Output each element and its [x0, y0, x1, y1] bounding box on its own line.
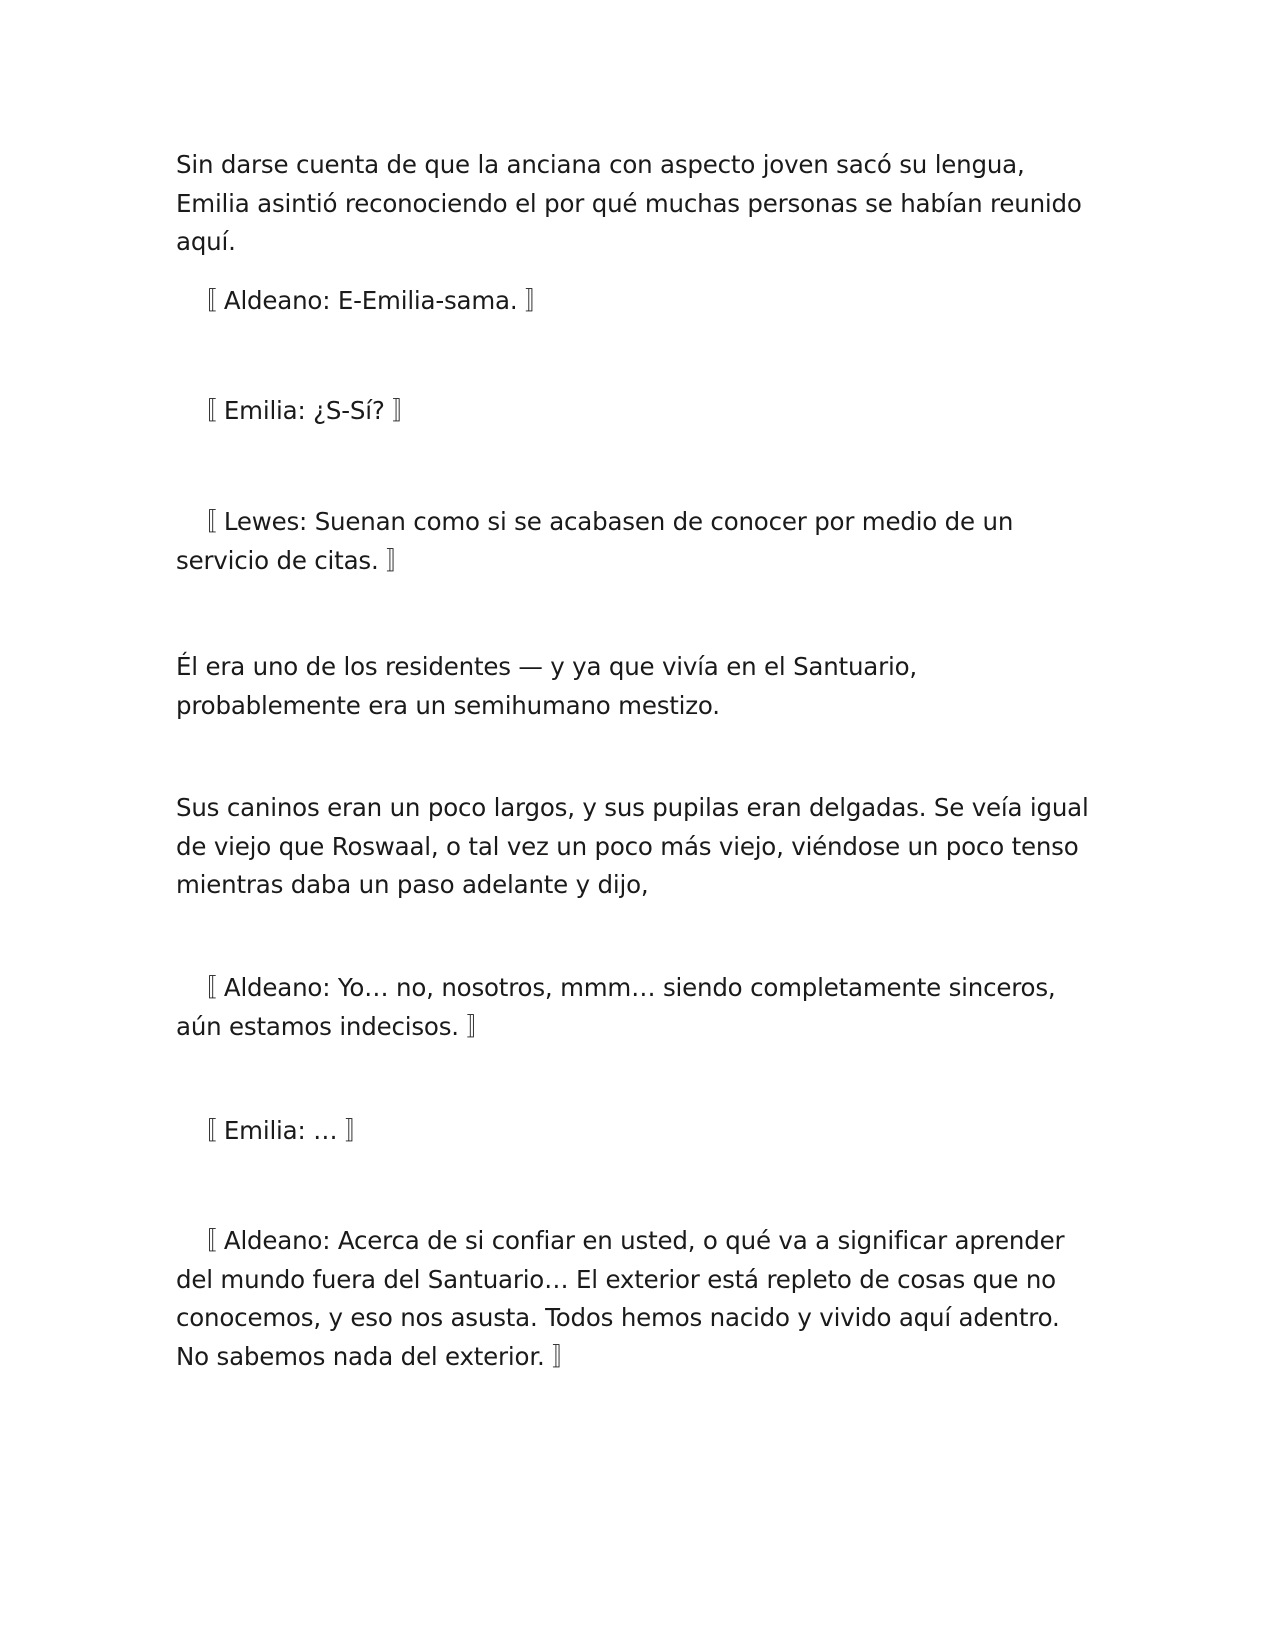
dialogue-line: 〚 Emilia: … 〛: [192, 1116, 370, 1145]
dialogue-line: 〚 Aldeano: Acerca de si confiar en usted, o qué va a significar aprender del mundo fuera del Santuario… El exterior está repleto de cosas que no conocemos, y eso nos asusta. Todos hemos nacido y vivido aquí adentro. No sabemos nada del exterior. 〛: [176, 1226, 1065, 1371]
dialogue-line: 〚 Lewes: Suenan como si se acabasen de conocer por medio de un servicio de citas. 〛: [176, 507, 1014, 575]
dialogue-line: 〚 Aldeano: Yo… no, nosotros, mmm… siendo completamente sinceros, aún estamos indecisos. 〛: [176, 973, 1056, 1041]
narration-paragraph: Sin darse cuenta de que la anciana con aspecto joven sacó su lengua, Emilia asintió reconociendo el por qué muchas personas se habían reunido aquí.: [176, 150, 1082, 256]
narration-paragraph: Sus caninos eran un poco largos, y sus pupilas eran delgadas. Se veía igual de viejo que Roswaal, o tal vez un poco más viejo, viéndose un poco tenso mientras daba un paso adelante y dijo,: [176, 793, 1089, 899]
narration-paragraph: Él era uno de los residentes — y ya que vivía en el Santuario, probablemente era un semihumano mestizo.: [176, 652, 917, 720]
dialogue-line: 〚 Emilia: ¿S-Sí? 〛: [192, 396, 417, 425]
dialogue-line: 〚 Aldeano: E-Emilia-sama. 〛: [192, 286, 550, 315]
